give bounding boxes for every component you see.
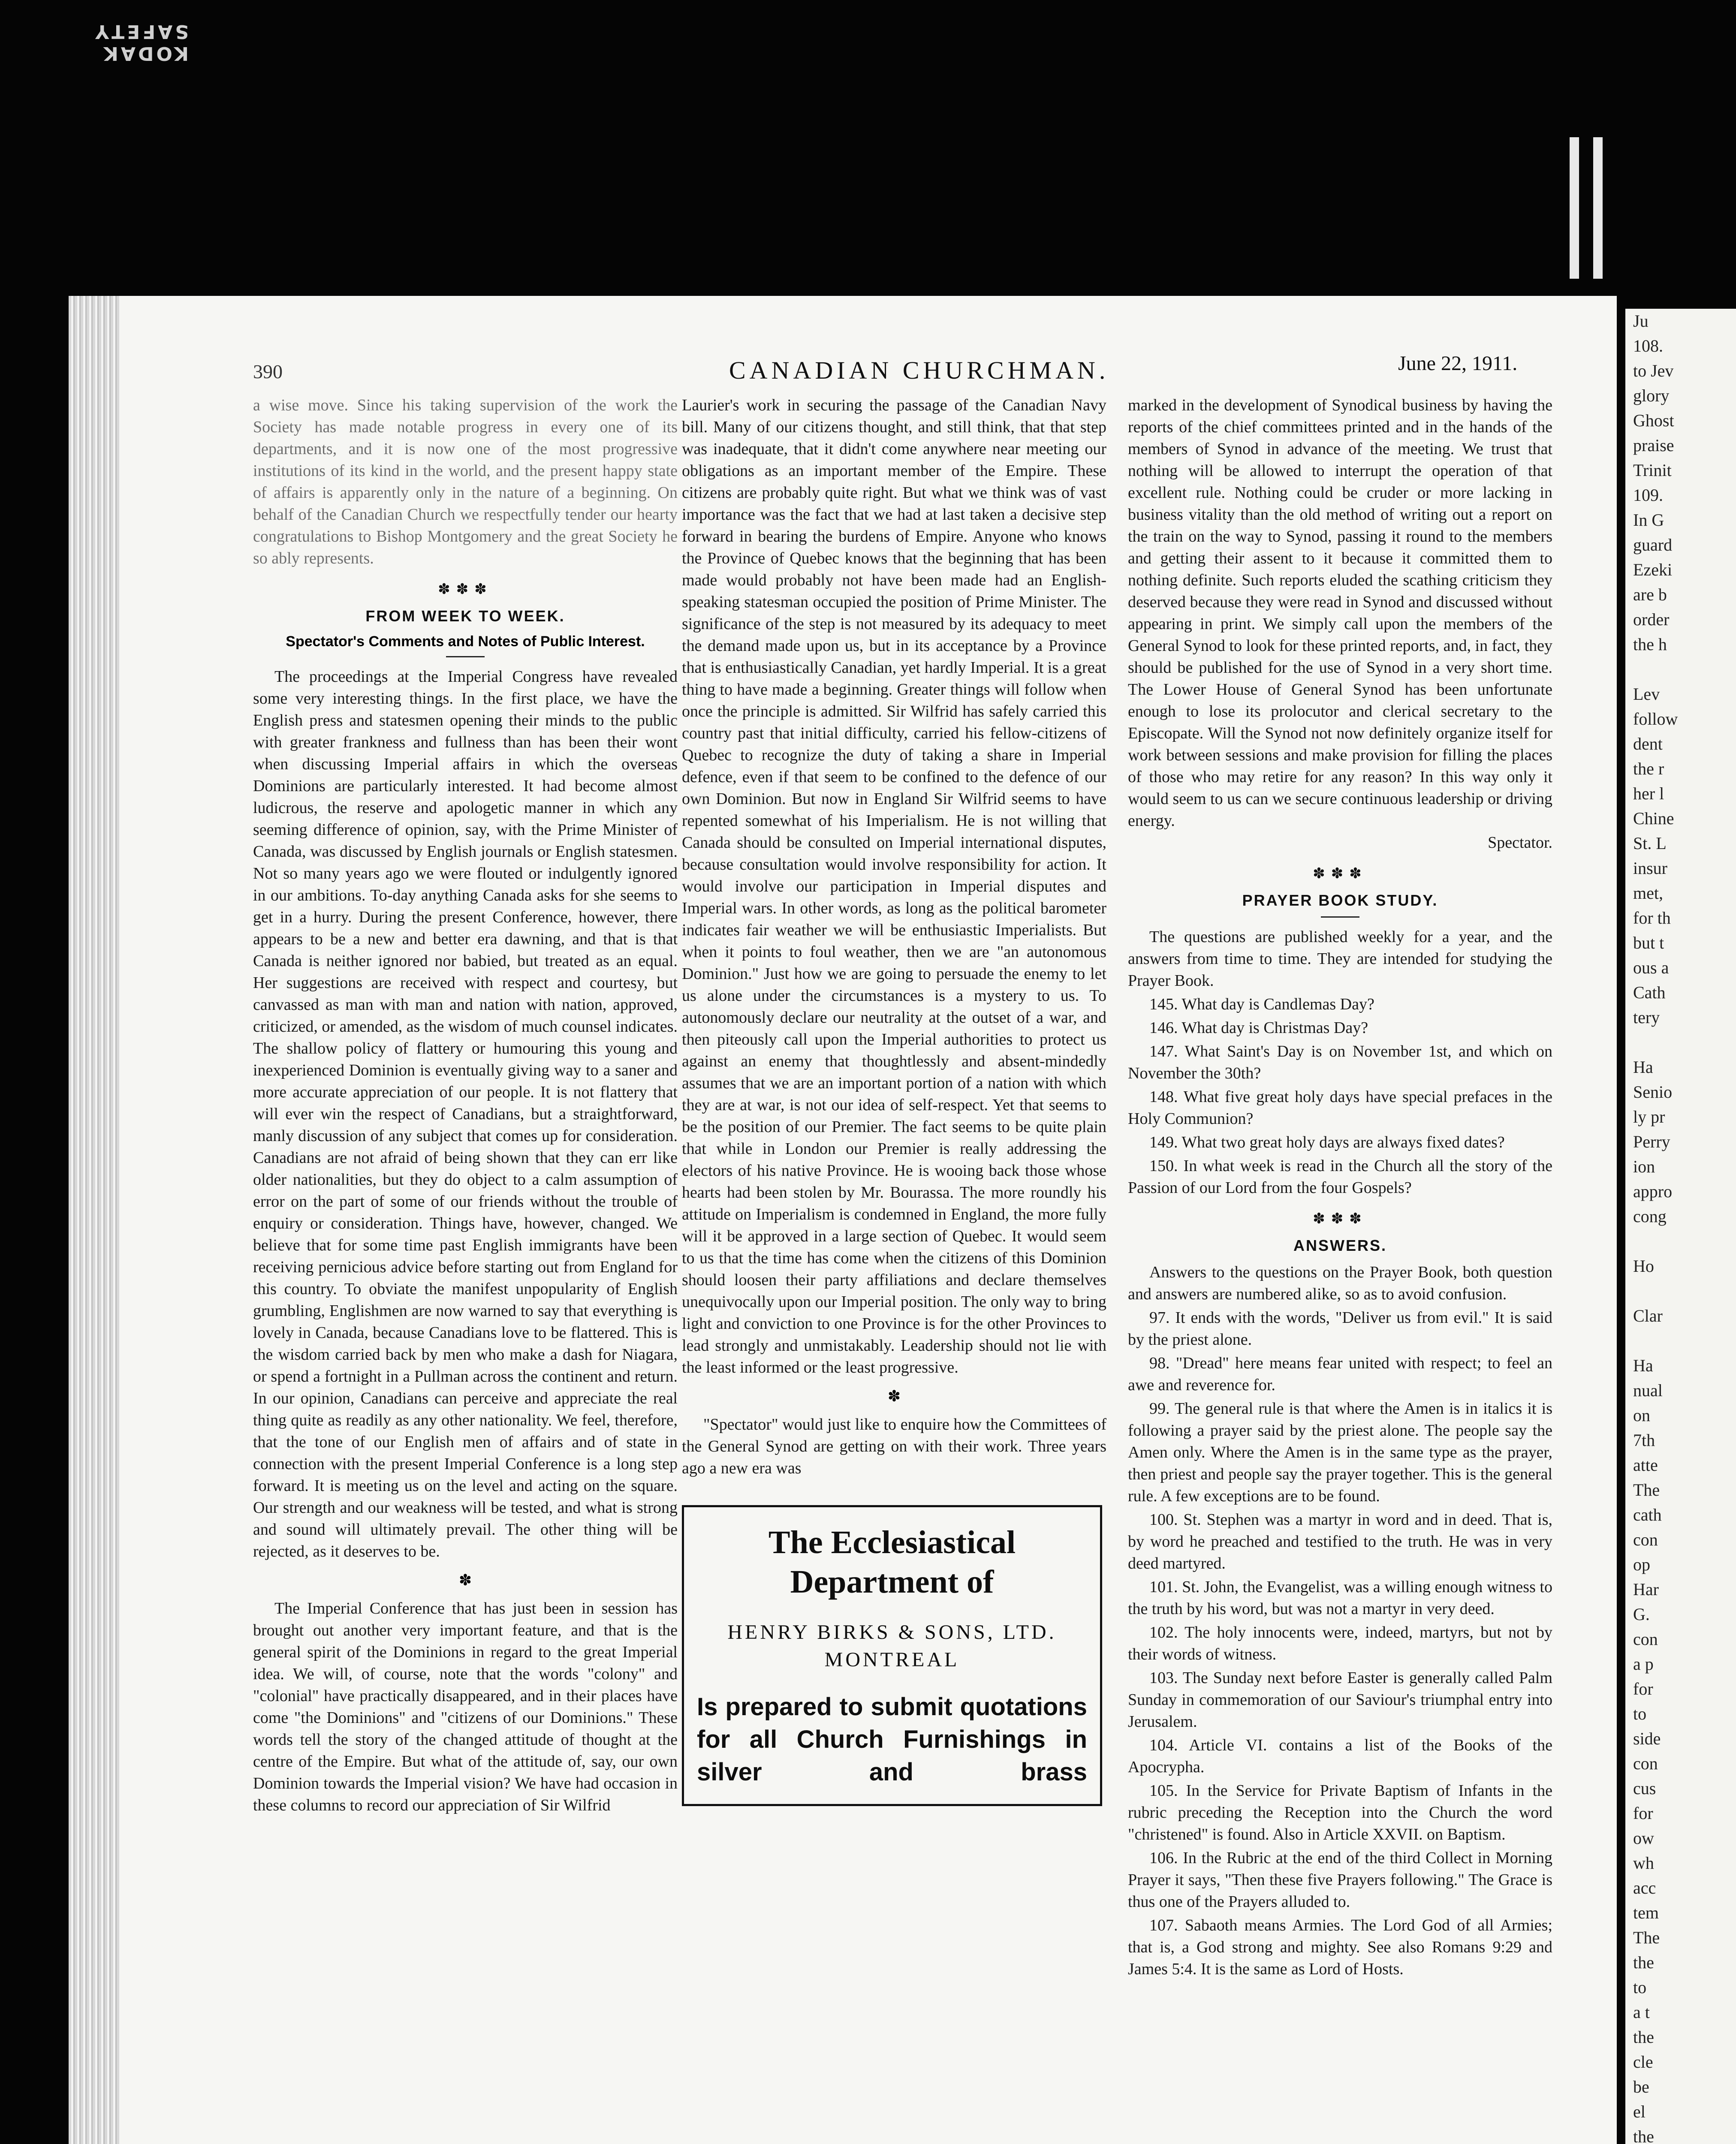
adjacent-page-text: appro xyxy=(1633,1182,1673,1201)
adjacent-page-text: for th xyxy=(1633,908,1671,927)
adjacent-page-text: In G xyxy=(1633,510,1664,530)
adjacent-page-text: tem xyxy=(1633,1903,1659,1922)
adjacent-page-text: order xyxy=(1633,610,1670,629)
publication-title: CANADIAN CHURCHMAN. xyxy=(729,356,1109,384)
adjacent-page-text: G. xyxy=(1633,1605,1650,1624)
film-sprocket-bars-top xyxy=(1570,137,1625,279)
adjacent-page-fragment xyxy=(1625,309,1736,2144)
adjacent-page-text: cus xyxy=(1633,1779,1656,1798)
adjacent-page-text: for xyxy=(1633,1679,1653,1698)
question-item: 148. What five great holy days have special prefaces in the Holy Communion? xyxy=(1128,1088,1552,1128)
adjacent-page-text: con xyxy=(1633,1629,1658,1649)
adjacent-page-text: follow xyxy=(1633,709,1678,729)
adjacent-page-text: el xyxy=(1633,2102,1646,2121)
adjacent-page-text: Chine xyxy=(1633,809,1674,828)
adjacent-page-text: the xyxy=(1633,2127,1654,2144)
film-edge-label: KODAK SAFETY xyxy=(93,21,189,64)
prayer-book-intro: The questions are published weekly for a year, and the answers from time to time. They are intended for studying the Prayer Book. xyxy=(1128,928,1552,990)
adjacent-page-text: insur xyxy=(1633,858,1667,878)
question-item: 147. What Saint's Day is on November 1st, and which on November the 30th? xyxy=(1128,1042,1552,1082)
adjacent-page-text: The xyxy=(1633,1480,1660,1500)
adjacent-page-text xyxy=(1625,1328,1736,1353)
adjacent-page-text xyxy=(1625,1279,1736,1304)
adjacent-page-text: cle xyxy=(1633,2052,1653,2072)
answer-list xyxy=(1128,1307,1552,1980)
adjacent-page-text: Lev xyxy=(1633,684,1660,704)
adjacent-page-text: her l xyxy=(1633,784,1664,803)
adjacent-page-text: acc xyxy=(1633,1878,1656,1897)
ornament: ✽✽✽ xyxy=(438,581,493,598)
question-list xyxy=(1128,994,1552,1199)
adjacent-page-text: Clar xyxy=(1633,1306,1663,1325)
answer-item: 98. "Dread" here means fear united with respect; to feel an awe and reverence for. xyxy=(1128,1354,1552,1394)
adjacent-page-text: ous a xyxy=(1633,958,1669,977)
adjacent-page-text: con xyxy=(1633,1530,1658,1549)
star-ornament: ✽ xyxy=(887,1388,901,1405)
adjacent-page-text: Har xyxy=(1633,1580,1659,1599)
prayer-book-title: PRAYER BOOK STUDY. xyxy=(1242,891,1438,909)
ad-firm-name: HENRY BIRKS & SONS, LTD. MONTREAL xyxy=(727,1621,1057,1671)
adjacent-page-text xyxy=(1625,1030,1736,1055)
adjacent-page-text: Ju xyxy=(1633,311,1649,331)
adjacent-page-text: 7th xyxy=(1633,1430,1655,1450)
section-title: FROM WEEK TO WEEK. xyxy=(365,607,565,625)
adjacent-page-text: glory xyxy=(1633,386,1670,405)
adjacent-page-text: Ha xyxy=(1633,1356,1653,1375)
adjacent-page-text: 108. xyxy=(1633,336,1663,355)
answer-item: 100. St. Stephen was a martyr in word and in deed. That is, by word he preached and testified to the truth. He was in very deed martyred. xyxy=(1128,1511,1552,1572)
adjacent-page-text: con xyxy=(1633,1754,1658,1773)
adjacent-page-text: op xyxy=(1633,1555,1650,1574)
answer-item: 105. In the Service for Private Baptism of Infants in the rubric preceding the Reception into the Church the word "christened" is found. Also in Article XXVII. on Baptism. xyxy=(1128,1782,1552,1843)
adjacent-page-text: but t xyxy=(1633,933,1664,952)
adjacent-page-text: praise xyxy=(1633,436,1674,455)
adjacent-page-text xyxy=(1625,1229,1736,1254)
adjacent-page-text: Trinit xyxy=(1633,461,1672,480)
question-item: 150. In what week is read in the Church all the story of the Passion of our Lord from the four Gospels? xyxy=(1128,1157,1552,1197)
adjacent-page-text: cong xyxy=(1633,1207,1667,1226)
adjacent-page-text: wh xyxy=(1633,1853,1654,1873)
adjacent-page-text: the h xyxy=(1633,635,1667,654)
adjacent-page-text xyxy=(1625,657,1736,682)
page-edge-shadow xyxy=(69,296,120,2144)
adjacent-page-text: Cath xyxy=(1633,983,1666,1002)
adjacent-page-text: side xyxy=(1633,1729,1661,1748)
adjacent-page-text: a t xyxy=(1633,2002,1650,2022)
answer-item: 99. The general rule is that where the Amen is in italics it is following a prayer said by the priest alone. The people say the Amen only. Where the Amen is in the same type as the prayer, then priest and people say the prayer together. This is the general rule. A few exceptions are to be found. xyxy=(1128,1400,1552,1505)
newspaper-page xyxy=(69,296,1617,2144)
adjacent-page-text: the xyxy=(1633,1953,1654,1972)
adjacent-page-text: to xyxy=(1633,1978,1647,1997)
ornament: ✽✽✽ xyxy=(1313,1210,1368,1227)
column-2 xyxy=(682,394,1106,1806)
byline-signature: Spectator. xyxy=(1488,834,1552,852)
adjacent-page-text: be xyxy=(1633,2077,1649,2096)
column-1 xyxy=(253,394,678,1816)
ad-title: The Ecclesiastical Department of xyxy=(768,1524,1016,1600)
adjacent-page-text: The xyxy=(1633,1928,1660,1947)
answer-item: 106. In the Rubric at the end of the third Collect in Morning Prayer it says, "Then these five Prayers following." The Grace is thus one of the Prayers alluded to. xyxy=(1128,1849,1552,1911)
adjacent-page-text: guard xyxy=(1633,535,1673,554)
adjacent-page-text: the r xyxy=(1633,759,1664,778)
ad-body: Is prepared to submit quotations for all Church Furnishings in silver and brass xyxy=(697,1693,1087,1786)
adjacent-page-text: to Jev xyxy=(1633,361,1674,380)
adjacent-page-text: Perry xyxy=(1633,1132,1670,1151)
column-3 xyxy=(1128,394,1552,1980)
answer-item: 102. The holy innocents were, indeed, martyrs, but not by their words of witness. xyxy=(1128,1623,1552,1663)
article-paragraph: "Spectator" would just like to enquire how the Committees of the General Synod are getting on with their work. Three years ago a new era was xyxy=(682,1415,1106,1477)
adjacent-page-text: ly pr xyxy=(1633,1107,1665,1126)
question-item: 149. What two great holy days are always fixed dates? xyxy=(1149,1133,1505,1151)
adjacent-page-text: on xyxy=(1633,1406,1650,1425)
star-ornament: ✽ xyxy=(458,1572,472,1589)
divider xyxy=(1321,916,1359,918)
adjacent-page-text: St. L xyxy=(1633,834,1667,853)
adjacent-page-text: Ezeki xyxy=(1633,560,1673,579)
birks-advertisement xyxy=(682,1505,1102,1806)
adjacent-page-text: Ghost xyxy=(1633,411,1674,430)
adjacent-page-text: ion xyxy=(1633,1157,1655,1176)
issue-date: June 22, 1911. xyxy=(1398,352,1518,375)
article-paragraph: Laurier's work in securing the passage of the Canadian Navy bill. Many of our citizens thought, and still think, that that step was inadequate, that it didn't come anywhere near meeting our obligations as an important member of the Empire. These citizens are probably quite right. But what we think was of vast importance was the fact that we had at last taken a decisive step forward in bearing the burdens of Empire. Anyone who knows the Province of Quebec knows that the beginning that has been made would probably not have been made had an English-speaking statesman occupied the position of Prime Minister. The significance of the step is not measured by its adequacy to meet the demand made upon us, but in its acceptance by a Province that is enthusiastically Canadian, yet hardly Imperial. It is a great thing to have made a beginning. Greater things will follow when once the principle is admitted. Sir Wilfrid has safely carried this country past that initial difficulty, carried his fellow-citizens of Quebec to recognize the duty of taking a share in Imperial defence, even if that seem to be confined to the defence of our own Dominion. But now in England Sir Wilfrid seems to have repented somewhat of his Imperialism. He is not willing that Canada should be consulted on Imperial international disputes, because consultation would involve responsibility for action. It would involve our participation in Imperial disputes and Imperial wars. In other words, as long as the political barometer indicates fair weather we will be enthusiastic Imperialists. But when it points to foul weather, then we are "an autonomous Dominion." Just how we are going to persuade the enemy to let us alone under the circumstances is a mystery to us. To autonomously declare our neutrality at the outset of a war, and then piteously call upon the Imperial authorities to protect us against an enemy that thoughtlessly and absent-mindedly assumes that we are an important portion of a nation with which they are at war, is not our idea of self-respect. Yet that seems to be the position of our Premier. The fact seems to be quite plain that while in London our Premier is really addressing the electors of his native Province. He is wooing back those whose hearts had been stolen by Mr. Bourassa. The more roundly his attitude on Imperialism is condemned in England, the more fully will it be approved in a large section of Quebec. It would seem to us that the time has come when the citizens of this Dominion should loosen their party affiliations and declare themselves unequivocally upon our Imperial position. The only way to bring light and conviction to one Province is for the other Provinces to lead strongly and unmistakably. Leadership should not lie with the least informed or the least progressive. xyxy=(682,396,1106,1376)
section-subtitle: Spectator's Comments and Notes of Public Interest. xyxy=(286,633,645,650)
question-item: 146. What day is Christmas Day? xyxy=(1149,1019,1368,1037)
answer-item: 97. It ends with the words, "Deliver us from evil." It is said by the priest alone. xyxy=(1128,1309,1552,1349)
answer-item: 104. Article VI. contains a list of the Books of the Apocrypha. xyxy=(1128,1736,1552,1776)
answer-item: 103. The Sunday next before Easter is generally called Palm Sunday in commemoration of our Saviour's triumphal entry into Jerusalem. xyxy=(1128,1669,1552,1731)
adjacent-page-text: are b xyxy=(1633,585,1667,604)
question-item: 145. What day is Candlemas Day? xyxy=(1149,995,1374,1013)
intro-paragraph: a wise move. Since his taking supervision of the work the Society has made notable progress in every one of its departments, and it is now one of the most progressive institutions of its kind in the world, and the present happy state of affairs is apparently only in the nature of a beginning. On behalf of the Canadian Church we respectfully tender our hearty congratulations to Bishop Montgomery and the great Society he so ably represents. xyxy=(253,396,678,567)
adjacent-page-text: Senio xyxy=(1633,1082,1673,1102)
adjacent-page-text: met, xyxy=(1633,883,1663,903)
adjacent-page-text: cath xyxy=(1633,1505,1662,1524)
adjacent-page-text: the xyxy=(1633,2027,1654,2047)
adjacent-page-text: dent xyxy=(1633,734,1663,753)
answer-item: 101. St. John, the Evangelist, was a willing enough witness to the truth by his word, but was not a martyr in very deed. xyxy=(1128,1578,1552,1618)
ornament: ✽✽✽ xyxy=(1313,865,1368,882)
page-number: 390 xyxy=(253,361,283,382)
adjacent-page-text: to xyxy=(1633,1704,1647,1723)
adjacent-page-text: tery xyxy=(1633,1008,1660,1027)
adjacent-page-text: nual xyxy=(1633,1381,1663,1400)
adjacent-page-text: atte xyxy=(1633,1455,1658,1475)
adjacent-page-text: for xyxy=(1633,1804,1653,1823)
article-paragraph: marked in the development of Synodical business by having the reports of the chief committees printed and in the hands of the members of Synod in advance of the meeting. We trust that nothing will be allowed to interrupt the operation of that excellent rule. Nothing could be cruder or more lacking in business vitality than the old method of writing out a report on the train on the way to Synod, passing it round to the members and getting their assent to it because it committed them to nothing definite. Such reports eluded the scathing criticism they deserved because they were read in Synod and discussed without appearing in print. We simply call upon the members of the General Synod to look for these printed reports, and, in fact, they should be published for the use of Synod in a very short time. The Lower House of General Synod has been unfortunate enough to lose its prolocutor and clerical secretary to the Episcopate. Will the Synod not now definitely organize itself for work between sessions and make provision for filling the places of those who may retire for any reason? In this way only it would seem to us can we secure continuous leadership or driving energy. xyxy=(1128,396,1552,830)
answers-intro: Answers to the questions on the Prayer Book, both question and answers are numbered alike, so as to avoid confusion. xyxy=(1128,1263,1552,1303)
article-paragraph: The proceedings at the Imperial Congress have revealed some very interesting things. In the first place, we have the English press and statesmen opening their minds to the public with greater frankness and fullness than has been their wont when discussing Imperial affairs in which the overseas Dominions are particularly interested. It had become almost ludicrous, the reserve and apologetic manner in which any seeming difference of opinion, say, with the Prime Minister of Canada, was discussed by English journals or English statesmen. Not so many years ago we were flouted or indulgently ignored in our ambitions. To-day anything Canada asks for she seems to get in a hurry. During the present Conference, however, there appears to be a new and better era dawning, and that is that Canada is neither ignored nor babied, but treated as an equal. Her suggestions are received with respect and courtesy, but canvassed as man with man and nation with nation, approved, criticized, or amended, as the wisdom of much counsel indicates. The shallow policy of flattery or humouring this young and inexperienced Dominion is eventually giving way to a saner and more accurate appreciation of our people. It is not flattery that will ever win the respect of Canadians, but a straightforward, manly discussion of any subject that comes up for consideration. Canadians are not afraid of being shown that they can err like older nationalities, but they do object to a calm assumption of error on the part of some of our friends without the trouble of enquiry or consideration. Things have, however, changed. We believe that for some time past English immigrants have been receiving pernicious advice before starting out from England for this country. To obviate the manifest unpopularity of English grumbling, Englishmen are now warned to say that everything is lovely in Canada, because Canadians love to be flattered. This is the wisdom carried back by men who make a dash for Niagara, or spend a fortnight in a Pullman across the continent and return. In our opinion, Canadians can perceive and appreciate the real thing quite as readily as any other nationality. We feel, therefore, that the tone of our English men of affairs and of state in connection with the present Imperial Conference is a long step forward. It is meeting us on the level and acting on the square. Our strength and our weakness will be tested, and what is strong and sound will ultimately prevail. The other thing will be rejected, as it deserves to be. xyxy=(253,668,678,1560)
adjacent-page-text: a p xyxy=(1633,1654,1654,1674)
adjacent-page-text: ow xyxy=(1633,1828,1654,1848)
article-paragraph: The Imperial Conference that has just been in session has brought out another very important feature, and that is the general spirit of the Dominions in regard to the great Imperial idea. We will, of course, note that the words "colony" and "colonial" have practically disappeared, and in their places have come "the Dominions" and "citizens of our Dominions." These words tell the story of the changed attitude of thought at the centre of the Empire. But what of the attitude of, say, our own Dominion towards the Imperial vision? We have had occasion in these columns to record our appreciation of Sir Wilfrid xyxy=(253,1599,678,1814)
answers-title: ANSWERS. xyxy=(1293,1237,1387,1254)
adjacent-page-text: 109. xyxy=(1633,485,1663,505)
divider xyxy=(446,656,485,657)
adjacent-page-text: Ho xyxy=(1633,1256,1654,1276)
answer-item: 107. Sabaoth means Armies. The Lord God of all Armies; that is, a God strong and mighty. See also Romans 9:29 and James 5:4. It is the same as Lord of Hosts. xyxy=(1128,1916,1552,1978)
adjacent-page-text: Ha xyxy=(1633,1057,1653,1077)
